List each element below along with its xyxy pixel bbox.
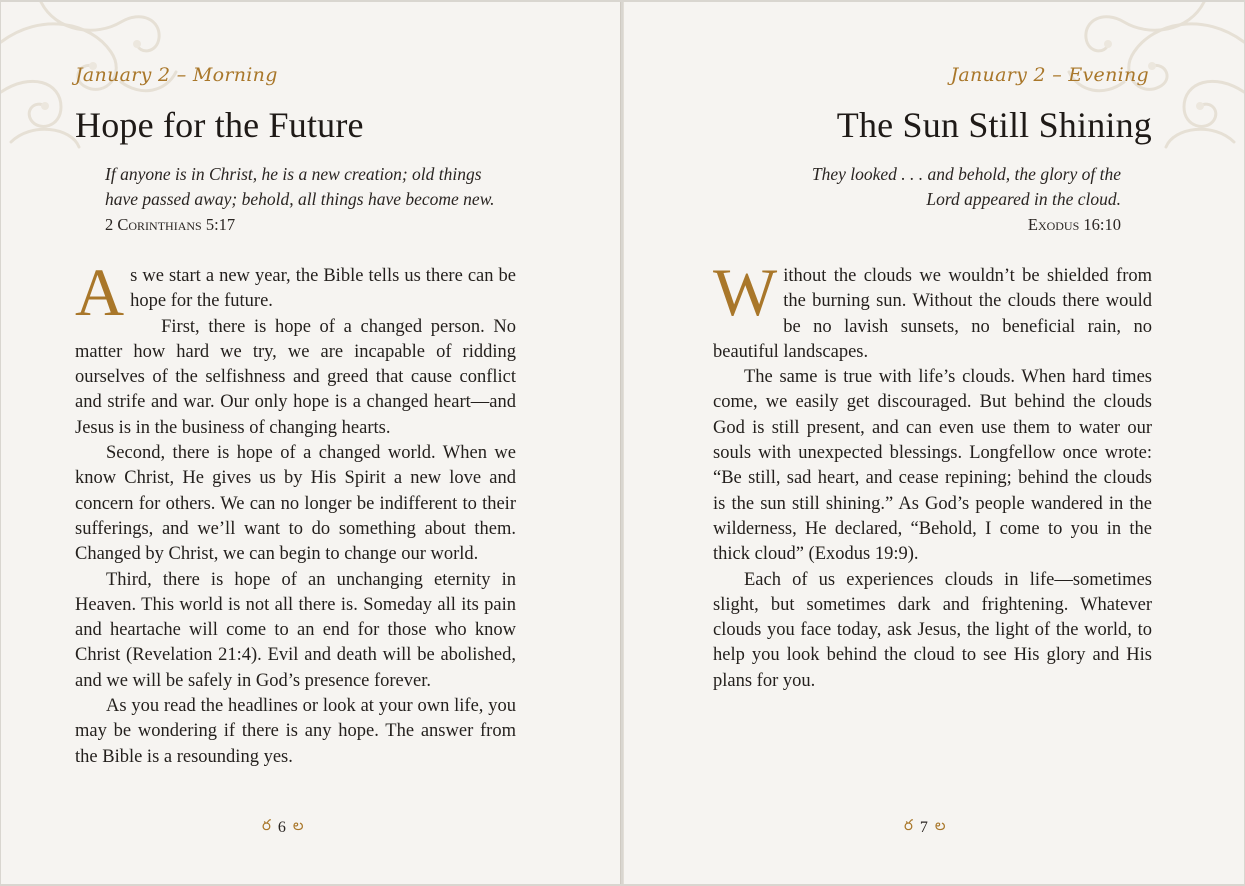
verse-line: have passed away; behold, all things have become new. bbox=[105, 189, 495, 209]
scripture-quote bbox=[105, 162, 515, 237]
verse-line: They looked . . . and behold, the glory of the bbox=[811, 164, 1121, 184]
scroll-ornament-icon: ల bbox=[934, 818, 946, 834]
paragraph: As you read the headlines or look at your own life, you may be wondering if there is any hope. The answer from the Bible is a resounding yes. bbox=[75, 696, 516, 767]
scroll-ornament-icon: ల bbox=[292, 818, 304, 834]
scroll-ornament-icon: ర bbox=[262, 818, 271, 834]
page-title: The Sun Still Shining bbox=[836, 105, 1152, 145]
devotional-body bbox=[75, 254, 516, 770]
verse-reference: 2 Corinthians 5:17 bbox=[105, 215, 236, 234]
paragraph: Without the clouds we wouldn’t be shielded from the burning sun. Without the clouds there would be no lavish sunsets, no beneficial rain, no beautiful landscapes. bbox=[713, 254, 1152, 362]
left-page bbox=[1, 2, 621, 884]
paragraph: The same is true with life’s clouds. When hard times come, we easily get discouraged. But behind the clouds God is still present, and can even use them to water our souls with unexpected blessings. Longfellow once wrote: “Be still, sad heart, and cease repining; behind the clouds is the sun still shining.” As God’s people wandered in the wilderness, He declared, “Behold, I come to you in the thick cloud” (Exodus 19:9). bbox=[713, 367, 1152, 565]
paragraph: As we start a new year, the Bible tells us there can be hope for the future. bbox=[75, 254, 516, 330]
page-number-value: 6 bbox=[277, 819, 286, 836]
day-label: January 2 – Morning bbox=[75, 64, 278, 86]
paragraph: First, there is hope of a changed person. No matter how hard we try, we are incapable of ridding ourselves of the selfishness and greed that cause conflict and strife and war. Our only hope is a changed heart—and Jesus is in the business of changing hearts. bbox=[75, 316, 516, 438]
page-title: Hope for the Future bbox=[75, 105, 364, 145]
scroll-ornament-icon: ర bbox=[904, 818, 913, 834]
page-number bbox=[262, 818, 304, 838]
paragraph: Third, there is hope of an unchanging eternity in Heaven. This world is not all there is. Someday all its pain and heartache will come to an end for those who know Christ (Revelation 21:4). Evil and death will be abolished, and we will be safely in God’s presence forever. bbox=[75, 569, 516, 691]
page-number bbox=[904, 818, 946, 838]
right-page bbox=[623, 2, 1244, 884]
day-label: January 2 – Evening bbox=[950, 64, 1149, 86]
verse-line: Lord appeared in the cloud. bbox=[926, 189, 1121, 209]
drop-cap: W bbox=[713, 254, 778, 330]
verse-line: If anyone is in Christ, he is a new creation; old things bbox=[105, 164, 482, 184]
devotional-body bbox=[713, 254, 1152, 694]
paragraph: Each of us experiences clouds in life—sometimes slight, but sometimes dark and frightening. Whatever clouds you face today, ask Jesus, the light of the world, to help you look behind the cloud to see His glory and His plans for you. bbox=[713, 569, 1152, 691]
scripture-quote bbox=[701, 162, 1121, 237]
drop-cap: A bbox=[75, 254, 125, 330]
verse-reference: Exodus 16:10 bbox=[1027, 215, 1121, 234]
page-number-value: 7 bbox=[919, 819, 928, 836]
paragraph: Second, there is hope of a changed world. When we know Christ, He gives us by His Spirit a new love and concern for others. We can no longer be indifferent to their sufferings, and we’ll want to do something about them. Changed by Christ, we can begin to change our world. bbox=[75, 443, 516, 565]
